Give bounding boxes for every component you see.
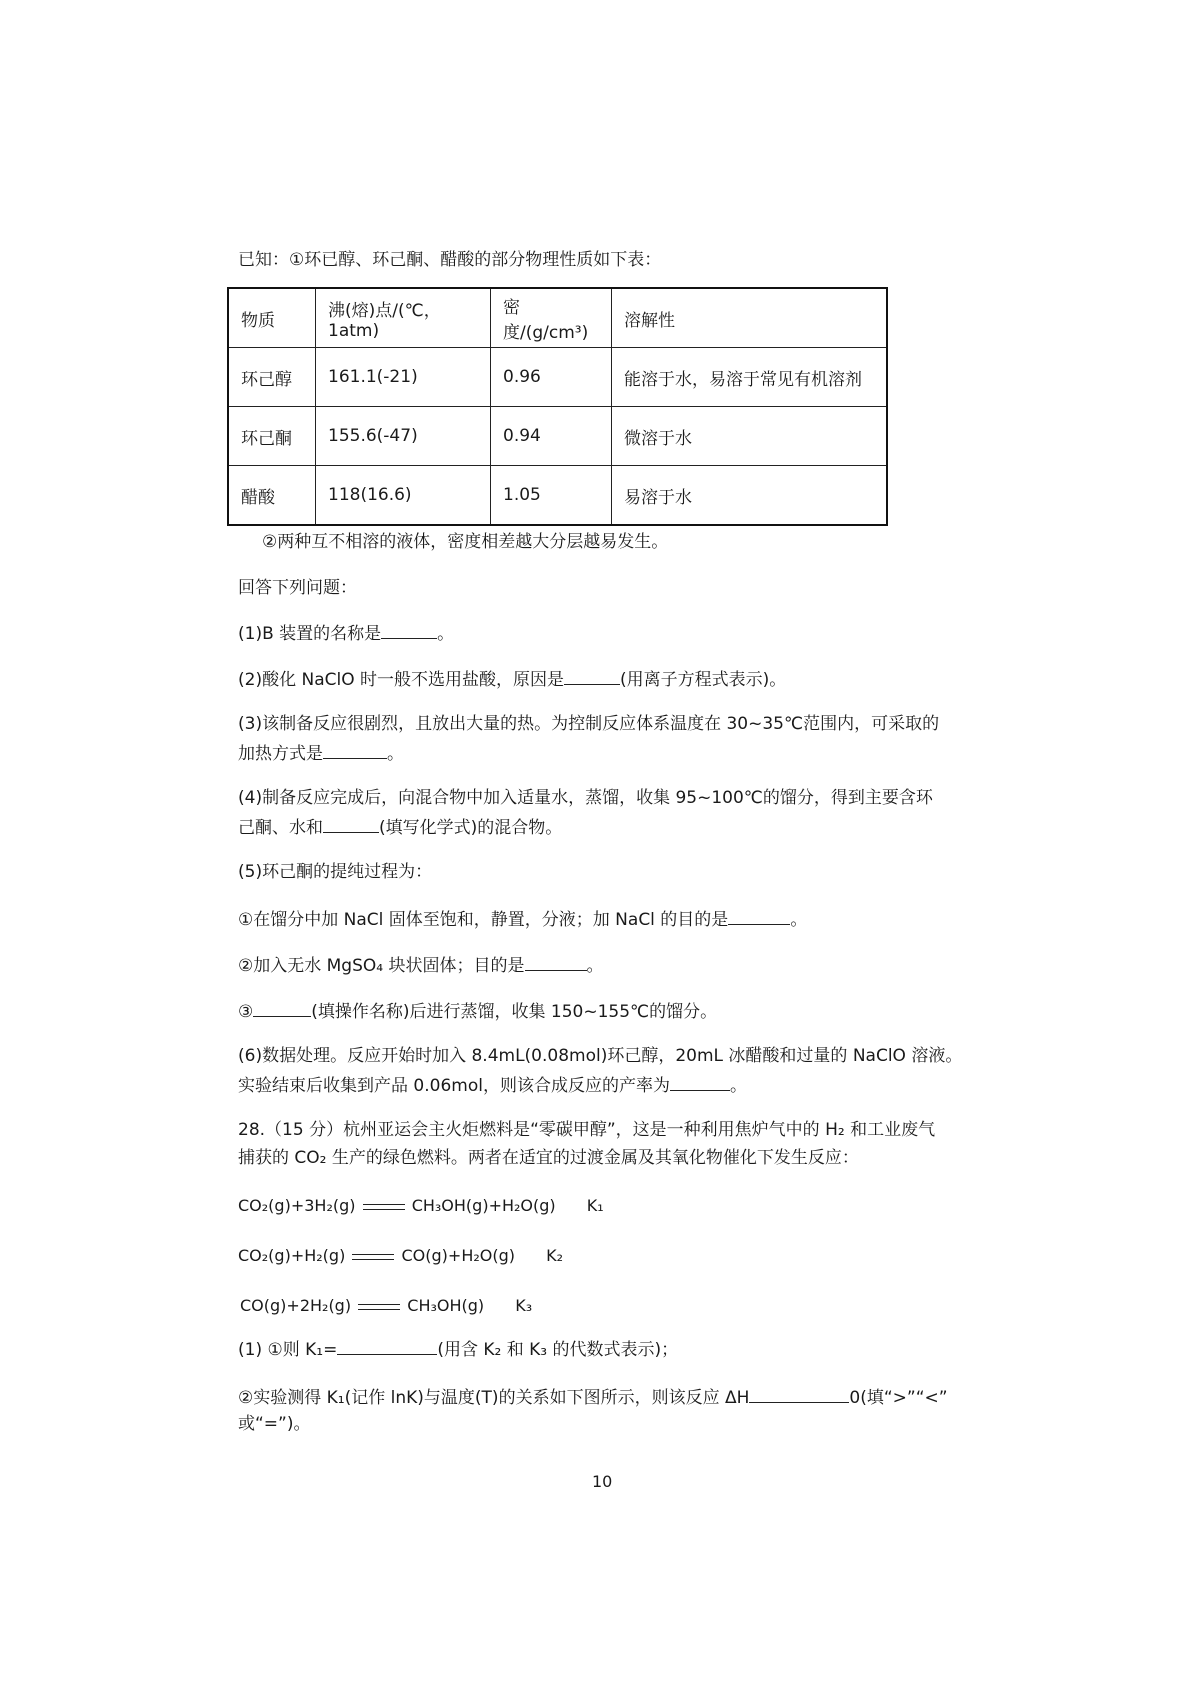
table-header-cell: 沸(熔)点/(℃，1atm) (316, 288, 491, 348)
equilibrium-arrow-icon (352, 1252, 394, 1262)
equation-2-left: CO₂(g)+H₂(g) (238, 1246, 346, 1265)
table-row (228, 466, 887, 526)
step-2-text: ②加入无水 MgSO₄ 块状固体；目的是 (238, 956, 525, 976)
table-cell: 1.05 (491, 466, 612, 526)
table-row (228, 348, 887, 407)
table-cell: 微溶于水 (612, 407, 888, 466)
step-3-end: (填操作名称)后进行蒸馏，收集 150~155℃的馏分。 (311, 1002, 718, 1022)
question-1-text: (1)B 装置的名称是 (238, 624, 382, 644)
question-28-part-2-line-2: 或“=”)。 (238, 1414, 311, 1434)
table-cell: 155.6(-47) (316, 407, 491, 466)
table-cell: 环己醇 (228, 348, 316, 407)
question-3-line-2 (238, 740, 404, 766)
answer-blank[interactable] (564, 666, 620, 685)
note-2: ②两种互不相溶的液体，密度相差越大分层越易发生。 (262, 532, 669, 552)
answer-blank[interactable] (749, 1384, 849, 1403)
answer-blank[interactable] (728, 906, 790, 925)
properties-table (227, 287, 888, 526)
part-2-end: 0(填“>”“<” (849, 1388, 948, 1408)
equation-3-right: CH₃OH(g) (407, 1296, 485, 1315)
question-2-text: (2)酸化 NaClO 时一般不选用盐酸，原因是 (238, 670, 564, 690)
table-cell: 118(16.6) (316, 466, 491, 526)
answer-blank[interactable] (253, 998, 311, 1017)
question-6-end: 。 (729, 1076, 747, 1096)
step-1-text: ①在馏分中加 NaCl 固体至饱和，静置，分液；加 NaCl 的目的是 (238, 910, 729, 930)
equation-2-constant: K₂ (546, 1246, 563, 1265)
question-1-end: 。 (437, 624, 455, 644)
equation-1-constant: K₁ (586, 1196, 604, 1215)
part-1-end: (用含 K₂ 和 K₃ 的代数式表示)； (437, 1340, 679, 1360)
table-cell: 0.96 (491, 348, 612, 407)
equation-2 (238, 1244, 563, 1268)
step-3-text: ③ (238, 1002, 254, 1022)
table-header-row (228, 288, 887, 348)
equation-3-constant: K₃ (515, 1296, 533, 1315)
question-5-title: (5)环己酮的提纯过程为： (238, 862, 433, 882)
intro-text: 已知：①环已醇、环己酮、醋酸的部分物理性质如下表： (238, 250, 662, 270)
table-cell: 能溶于水，易溶于常见有机溶剂 (612, 348, 888, 407)
question-1 (238, 620, 454, 646)
question-4-text: 己酮、水和 (238, 818, 323, 838)
equation-1 (238, 1194, 604, 1218)
question-5-step-3 (238, 998, 717, 1024)
question-28-part-2 (238, 1384, 948, 1410)
question-5-step-2 (238, 952, 604, 978)
question-2 (238, 666, 786, 692)
question-2-end: (用离子方程式表示)。 (620, 670, 787, 690)
equilibrium-arrow-icon (358, 1302, 400, 1312)
equation-3 (240, 1294, 532, 1318)
question-6-text: 实验结束后收集到产品 0.06mol，则该合成反应的产率为 (238, 1076, 670, 1096)
question-3-end: 。 (387, 744, 404, 764)
equation-1-left: CO₂(g)+3H₂(g) (238, 1196, 356, 1215)
answer-blank[interactable] (525, 952, 587, 971)
question-28-part-1 (238, 1336, 678, 1362)
question-4-end: (填写化学式)的混合物。 (379, 818, 563, 838)
answer-blank[interactable] (323, 814, 379, 833)
table-row (228, 407, 887, 466)
answer-blank[interactable] (670, 1072, 730, 1091)
table-cell: 环己酮 (228, 407, 316, 466)
question-3-text: 加热方式是 (238, 744, 323, 764)
table-header-cell: 溶解性 (612, 288, 888, 348)
question-6-line-1: (6)数据处理。反应开始时加入 8.4mL(0.08mol)环己醇，20mL 冰醋酸和过量的 NaClO 溶液。 (238, 1046, 963, 1066)
page-number: 10 (592, 1472, 613, 1491)
question-4-line-2 (238, 814, 562, 840)
question-28-line-1: 28.（15 分）杭州亚运会主火炬燃料是“零碳甲醇”，这是一种利用焦炉气中的 H₂ 和工业废气 (238, 1120, 936, 1140)
step-1-end: 。 (790, 910, 808, 930)
question-28-line-2: 捕获的 CO₂ 生产的绿色燃料。两者在适宜的过渡金属及其氧化物催化下发生反应： (238, 1148, 859, 1168)
table-cell: 161.1(-21) (316, 348, 491, 407)
part-1-text: (1) ①则 K₁= (238, 1340, 338, 1360)
part-2-text: ②实验测得 K₁(记作 lnK)与温度(T)的关系如下图所示，则该反应 ΔH (238, 1388, 750, 1408)
question-5-step-1 (238, 906, 807, 932)
table-header-cell: 密度/(g/cm³) (491, 288, 612, 348)
equation-1-right: CH₃OH(g)+H₂O(g) (411, 1196, 556, 1215)
answer-blank[interactable] (337, 1336, 437, 1355)
equilibrium-arrow-icon (363, 1202, 405, 1212)
question-6-line-2 (238, 1072, 747, 1098)
answer-blank[interactable] (323, 740, 387, 759)
question-3-line-1: (3)该制备反应很剧烈，且放出大量的热。为控制反应体系温度在 30~35℃范围内，可采取的 (238, 714, 940, 734)
answer-blank[interactable] (381, 620, 437, 639)
table-cell: 易溶于水 (612, 466, 888, 526)
equation-2-right: CO(g)+H₂O(g) (401, 1246, 515, 1265)
table-cell: 醋酸 (228, 466, 316, 526)
question-4-line-1: (4)制备反应完成后，向混合物中加入适量水，蒸馏，收集 95~100℃的馏分，得到主要含环 (238, 788, 933, 808)
table-header-cell: 物质 (228, 288, 316, 348)
step-2-end: 。 (586, 956, 604, 976)
answer-prompt: 回答下列问题： (238, 578, 357, 598)
table-cell: 0.94 (491, 407, 612, 466)
equation-3-left: CO(g)+2H₂(g) (240, 1296, 352, 1315)
